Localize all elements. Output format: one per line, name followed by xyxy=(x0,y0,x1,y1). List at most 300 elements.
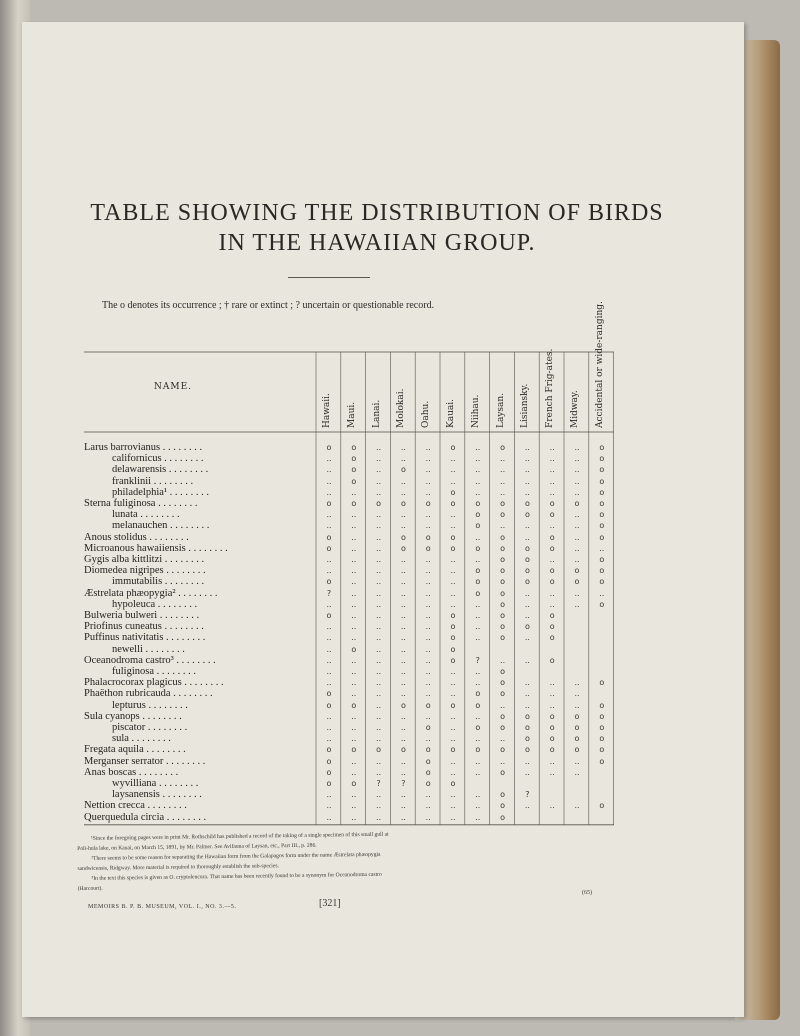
occurrence-cell: .. xyxy=(425,734,431,744)
occurrence-cell: .. xyxy=(599,588,605,598)
occurrence-cell: o xyxy=(574,499,580,508)
occurrence-cell: o xyxy=(524,566,530,576)
occurrence-cell: o xyxy=(549,711,555,721)
occurrence-cell: .. xyxy=(524,700,530,710)
occurrence-cell: o xyxy=(326,499,332,508)
occurrence-cell: o xyxy=(599,723,605,732)
occurrence-cell: .. xyxy=(450,812,456,822)
occurrence-cell: o xyxy=(351,644,357,654)
occurrence-cell: .. xyxy=(351,555,357,564)
occurrence-cell: .. xyxy=(326,633,332,643)
footnote-3b: (Harcourt). xyxy=(77,885,103,892)
occurrence-cell: .. xyxy=(400,476,406,486)
occurrence-cell: o xyxy=(549,734,555,744)
occurrence-cell: o xyxy=(475,577,481,587)
legend-text: The o denotes its occurrence ; † rare or extinct ; ? uncertain or questionable record. xyxy=(102,300,435,311)
occurrence-cell: .. xyxy=(326,801,332,811)
occurrence-cell: .. xyxy=(351,611,357,620)
species-name: philadelphia¹ . . . . . . . . xyxy=(112,486,210,498)
occurrence-cell: .. xyxy=(450,510,456,520)
occurrence-cell: .. xyxy=(351,487,357,497)
species-name: franklinii . . . . . . . . xyxy=(112,475,194,487)
occurrence-cell: .. xyxy=(376,700,382,710)
occurrence-cell: .. xyxy=(351,622,357,632)
occurrence-cell: ? xyxy=(401,779,406,788)
occurrence-cell: o xyxy=(549,622,555,632)
occurrence-cell: .. xyxy=(400,767,406,777)
occurrence-cell: o xyxy=(500,599,506,609)
book-page xyxy=(22,22,744,1017)
occurrence-cell: .. xyxy=(524,454,530,464)
occurrence-cell: .. xyxy=(326,454,332,464)
occurrence-cell: .. xyxy=(425,622,431,632)
occurrence-cell: .. xyxy=(574,700,580,710)
occurrence-cell: o xyxy=(599,510,605,520)
page-number: [321] xyxy=(319,898,341,909)
occurrence-cell: .. xyxy=(450,734,456,744)
footnote-3a: ³In the text this species is given as O. cryptoleucura. That name has been recently found to be a synonym for Oceanodroma castro xyxy=(91,871,382,882)
occurrence-cell: .. xyxy=(326,790,332,800)
occurrence-cell: o xyxy=(574,734,580,744)
occurrence-cell: .. xyxy=(400,577,406,587)
occurrence-cell: .. xyxy=(400,723,406,732)
occurrence-cell: .. xyxy=(450,577,456,587)
occurrence-cell: .. xyxy=(351,510,357,520)
occurrence-cell: o xyxy=(450,745,456,755)
occurrence-cell: .. xyxy=(351,723,357,732)
species-name: hypoleuca . . . . . . . . xyxy=(112,598,198,610)
occurrence-cell: .. xyxy=(376,577,382,587)
occurrence-cell: .. xyxy=(425,454,431,464)
occurrence-cell: .. xyxy=(574,465,580,475)
occurrence-cell: o xyxy=(425,543,431,553)
occurrence-cell: .. xyxy=(376,767,382,777)
occurrence-cell: .. xyxy=(376,555,382,564)
occurrence-cell: .. xyxy=(376,611,382,620)
occurrence-cell: .. xyxy=(524,678,530,688)
occurrence-cell: .. xyxy=(574,678,580,688)
occurrence-cell: o xyxy=(326,689,332,699)
occurrence-cell: o xyxy=(475,521,481,531)
occurrence-cell: .. xyxy=(475,622,481,632)
occurrence-cell: o xyxy=(524,711,530,721)
occurrence-cell: o xyxy=(599,476,605,486)
species-name: sula . . . . . . . . xyxy=(112,733,171,745)
occurrence-cell: o xyxy=(524,734,530,744)
occurrence-cell: .. xyxy=(524,521,530,531)
occurrence-cell: o xyxy=(475,689,481,699)
occurrence-cell: .. xyxy=(376,790,382,800)
occurrence-cell: .. xyxy=(351,711,357,721)
occurrence-cell: .. xyxy=(400,812,406,822)
occurrence-cell: .. xyxy=(599,543,605,553)
occurrence-cell: .. xyxy=(351,767,357,777)
occurrence-cell: o xyxy=(425,723,431,732)
occurrence-cell: o xyxy=(450,779,456,788)
occurrence-cell: o xyxy=(450,532,456,542)
occurrence-cell: .. xyxy=(376,487,382,497)
species-name: Nettion crecca . . . . . . . . xyxy=(84,800,187,812)
occurrence-cell: o xyxy=(549,723,555,732)
occurrence-cell: o xyxy=(500,745,506,755)
column-header: French Frig-ates. xyxy=(545,348,556,428)
occurrence-cell: .. xyxy=(450,465,456,475)
occurrence-cell: .. xyxy=(450,454,456,464)
occurrence-cell: o xyxy=(524,723,530,732)
title-line-1: TABLE SHOWING THE DISTRIBUTION OF BIRDS xyxy=(90,200,664,226)
occurrence-cell: .. xyxy=(351,678,357,688)
occurrence-cell: o xyxy=(500,622,506,632)
occurrence-cell: o xyxy=(524,555,530,564)
species-name: piscator . . . . . . . . xyxy=(112,722,188,733)
occurrence-cell: o xyxy=(475,745,481,755)
occurrence-cell: o xyxy=(500,555,506,564)
occurrence-cell: .. xyxy=(326,555,332,564)
occurrence-cell: o xyxy=(599,566,605,576)
occurrence-cell: o xyxy=(400,745,406,755)
occurrence-cell: .. xyxy=(351,756,357,766)
occurrence-cell: .. xyxy=(549,454,555,464)
occurrence-cell: .. xyxy=(400,644,406,654)
occurrence-cell: o xyxy=(549,745,555,755)
column-header: Midway. xyxy=(570,390,580,428)
occurrence-cell: .. xyxy=(400,454,406,464)
occurrence-cell: .. xyxy=(475,476,481,486)
occurrence-cell: .. xyxy=(475,711,481,721)
occurrence-cell: .. xyxy=(376,454,382,464)
occurrence-cell: o xyxy=(475,700,481,710)
occurrence-cell: o xyxy=(351,443,357,452)
occurrence-cell: o xyxy=(524,745,530,755)
occurrence-cell: .. xyxy=(326,521,332,531)
occurrence-cell: o xyxy=(425,779,431,788)
occurrence-cell: o xyxy=(326,611,332,620)
species-name: Merganser serrator . . . . . . . . xyxy=(84,755,206,767)
column-header: Kauai. xyxy=(446,399,456,428)
occurrence-cell: o xyxy=(450,644,456,654)
occurrence-cell: o xyxy=(599,555,605,564)
occurrence-cell: .. xyxy=(574,454,580,464)
occurrence-cell: .. xyxy=(500,700,506,710)
occurrence-cell: o xyxy=(351,454,357,464)
occurrence-cell: o xyxy=(450,499,456,508)
occurrence-cell: o xyxy=(351,700,357,710)
occurrence-cell: .. xyxy=(574,532,580,542)
occurrence-cell: .. xyxy=(450,723,456,732)
species-name: Bulweria bulweri . . . . . . . . xyxy=(84,610,200,621)
occurrence-cell: .. xyxy=(400,655,406,665)
occurrence-cell: .. xyxy=(475,678,481,688)
occurrence-cell: o xyxy=(599,532,605,542)
species-name: immutabilis . . . . . . . . xyxy=(112,576,205,588)
occurrence-cell: o xyxy=(400,532,406,542)
occurrence-cell: .. xyxy=(425,487,431,497)
occurrence-cell: .. xyxy=(400,756,406,766)
occurrence-cell: .. xyxy=(450,756,456,766)
occurrence-cell: .. xyxy=(400,711,406,721)
occurrence-cell: o xyxy=(500,790,506,800)
occurrence-cell: o xyxy=(326,543,332,553)
occurrence-cell: .. xyxy=(376,723,382,732)
occurrence-cell: .. xyxy=(376,655,382,665)
occurrence-cell: .. xyxy=(376,734,382,744)
occurrence-cell: .. xyxy=(549,521,555,531)
occurrence-cell: o xyxy=(500,689,506,699)
species-name: californicus . . . . . . . . xyxy=(112,453,204,465)
occurrence-cell: .. xyxy=(425,555,431,564)
occurrence-cell: .. xyxy=(450,476,456,486)
occurrence-cell: .. xyxy=(376,588,382,598)
species-name: Sterna fuliginosa . . . . . . . . xyxy=(84,498,198,509)
occurrence-cell: o xyxy=(475,543,481,553)
occurrence-cell: .. xyxy=(524,476,530,486)
occurrence-cell: o xyxy=(425,745,431,755)
occurrence-cell: .. xyxy=(574,756,580,766)
occurrence-cell: .. xyxy=(524,465,530,475)
occurrence-cell: .. xyxy=(574,487,580,497)
occurrence-cell: o xyxy=(326,745,332,755)
occurrence-cell: .. xyxy=(500,521,506,531)
occurrence-cell: .. xyxy=(549,801,555,811)
occurrence-cell: .. xyxy=(351,801,357,811)
occurrence-cell: .. xyxy=(425,790,431,800)
species-name: laysanensis . . . . . . . . xyxy=(112,789,202,801)
occurrence-cell: .. xyxy=(500,476,506,486)
occurrence-cell: o xyxy=(549,633,555,643)
occurrence-cell: .. xyxy=(475,767,481,777)
occurrence-cell: .. xyxy=(549,487,555,497)
occurrence-cell: .. xyxy=(400,599,406,609)
occurrence-cell: o xyxy=(524,499,530,508)
occurrence-cell: o xyxy=(549,577,555,587)
occurrence-cell: .. xyxy=(549,465,555,475)
species-name: Fregata aquila . . . . . . . . xyxy=(84,744,186,756)
column-header: Accidental or wide-ranging. xyxy=(594,301,605,428)
occurrence-cell: .. xyxy=(475,599,481,609)
occurrence-cell: o xyxy=(500,443,506,452)
occurrence-cell: .. xyxy=(376,644,382,654)
occurrence-cell: .. xyxy=(425,689,431,699)
occurrence-cell: .. xyxy=(351,734,357,744)
occurrence-cell: .. xyxy=(376,521,382,531)
species-name: Phaëthon rubricauda . . . . . . . . xyxy=(84,688,213,700)
occurrence-cell: o xyxy=(574,566,580,576)
occurrence-cell: .. xyxy=(425,667,431,676)
species-name: melanauchen . . . . . . . . xyxy=(112,520,210,532)
occurrence-cell: o xyxy=(524,622,530,632)
species-name: Oceanodroma castro³ . . . . . . . . xyxy=(84,654,216,666)
occurrence-cell: o xyxy=(524,543,530,553)
footnotes xyxy=(77,827,613,894)
occurrence-cell: o xyxy=(500,801,506,811)
occurrence-cell: o xyxy=(326,756,332,766)
occurrence-cell: o xyxy=(599,678,605,688)
occurrence-cell: o xyxy=(500,812,506,822)
species-name: newelli . . . . . . . . xyxy=(112,643,185,655)
occurrence-cell: .. xyxy=(400,801,406,811)
occurrence-cell: .. xyxy=(450,711,456,721)
occurrence-cell: .. xyxy=(425,611,431,620)
occurrence-cell: .. xyxy=(326,678,332,688)
occurrence-cell: o xyxy=(500,667,506,676)
occurrence-cell: .. xyxy=(574,510,580,520)
occurrence-cell: .. xyxy=(549,599,555,609)
occurrence-cell: o xyxy=(599,521,605,531)
occurrence-cell: o xyxy=(524,510,530,520)
column-header: Lisiansky. xyxy=(520,383,531,428)
species-name: Querquedula circia . . . . . . . . xyxy=(84,811,207,823)
occurrence-cell: o xyxy=(500,566,506,576)
occurrence-cell: .. xyxy=(400,633,406,643)
occurrence-cell: .. xyxy=(425,476,431,486)
occurrence-cell: .. xyxy=(450,667,456,676)
occurrence-cell: .. xyxy=(425,588,431,598)
occurrence-cell: .. xyxy=(326,655,332,665)
occurrence-cell: .. xyxy=(400,611,406,620)
occurrence-cell: .. xyxy=(549,443,555,452)
occurrence-cell: .. xyxy=(450,566,456,576)
occurrence-cell: .. xyxy=(450,790,456,800)
occurrence-cell: .. xyxy=(351,790,357,800)
occurrence-cell: .. xyxy=(425,801,431,811)
occurrence-cell: .. xyxy=(326,465,332,475)
species-name: Anas boscas . . . . . . . . xyxy=(84,766,179,778)
occurrence-cell: .. xyxy=(500,487,506,497)
occurrence-cell: o xyxy=(450,443,456,452)
occurrence-cell: .. xyxy=(376,812,382,822)
occurrence-cell: .. xyxy=(326,711,332,721)
occurrence-cell: o xyxy=(599,700,605,710)
occurrence-cell: .. xyxy=(574,521,580,531)
occurrence-cell: o xyxy=(500,499,506,508)
occurrence-cell: .. xyxy=(376,633,382,643)
occurrence-cell: .. xyxy=(351,543,357,553)
occurrence-cell: .. xyxy=(475,801,481,811)
occurrence-cell: o xyxy=(425,767,431,777)
occurrence-cell: o xyxy=(549,566,555,576)
occurrence-cell: .. xyxy=(475,443,481,452)
species-name: wyvilliana . . . . . . . . xyxy=(112,778,199,789)
name-column-header: NAME. xyxy=(154,382,193,392)
species-name: Gygis alba kittlitzi . . . . . . . . xyxy=(84,554,205,565)
occurrence-cell: o xyxy=(450,700,456,710)
occurrence-cell: o xyxy=(326,767,332,777)
occurrence-cell: .. xyxy=(475,487,481,497)
occurrence-cell: .. xyxy=(549,678,555,688)
occurrence-cell: .. xyxy=(549,689,555,699)
occurrence-cell: o xyxy=(351,779,357,788)
occurrence-cell: o xyxy=(351,745,357,755)
occurrence-cell: .. xyxy=(425,465,431,475)
occurrence-cell: .. xyxy=(475,756,481,766)
occurrence-cell: .. xyxy=(351,521,357,531)
occurrence-cell: .. xyxy=(450,801,456,811)
memoir-citation: MEMOIRS B. P. B. MUSEUM, VOL. I., NO. 3.—5. xyxy=(88,904,237,910)
occurrence-cell: .. xyxy=(574,801,580,811)
occurrence-cell: .. xyxy=(425,633,431,643)
occurrence-cell: .. xyxy=(475,611,481,620)
occurrence-cell: o xyxy=(599,756,605,766)
occurrence-cell: .. xyxy=(351,577,357,587)
occurrence-cell: o xyxy=(500,510,506,520)
species-name: Microanous hawaiiensis . . . . . . . . xyxy=(84,542,228,554)
occurrence-cell: .. xyxy=(549,588,555,598)
column-header: Niihau. xyxy=(470,394,481,428)
occurrence-cell: o xyxy=(450,633,456,643)
occurrence-cell: o xyxy=(500,633,506,643)
occurrence-cell: .. xyxy=(524,633,530,643)
occurrence-cell: .. xyxy=(475,812,481,822)
occurrence-cell: o xyxy=(549,510,555,520)
occurrence-cell: o xyxy=(599,487,605,497)
occurrence-cell: o xyxy=(326,700,332,710)
occurrence-cell: o xyxy=(500,543,506,553)
occurrence-cell: .. xyxy=(376,532,382,542)
occurrence-cell: .. xyxy=(450,678,456,688)
occurrence-cell: ? xyxy=(376,779,381,788)
occurrence-cell: .. xyxy=(500,465,506,475)
occurrence-cell: .. xyxy=(450,767,456,777)
occurrence-cell: o xyxy=(574,711,580,721)
occurrence-cell: .. xyxy=(400,521,406,531)
occurrence-cell: .. xyxy=(475,454,481,464)
occurrence-cell: o xyxy=(549,611,555,620)
occurrence-cell: o xyxy=(500,532,506,542)
occurrence-cell: .. xyxy=(400,443,406,452)
occurrence-cell: o xyxy=(599,801,605,811)
occurrence-cell: o xyxy=(500,611,506,620)
occurrence-cell: ? xyxy=(326,588,332,598)
occurrence-cell: .. xyxy=(400,790,406,800)
occurrence-cell: .. xyxy=(425,577,431,587)
occurrence-cell: .. xyxy=(326,644,332,654)
occurrence-cell: .. xyxy=(376,543,382,553)
species-name: lunata . . . . . . . . xyxy=(112,509,180,521)
occurrence-cell: .. xyxy=(326,566,332,576)
occurrence-cell: .. xyxy=(326,812,332,822)
occurrence-cell: .. xyxy=(351,532,357,542)
occurrence-cell: o xyxy=(450,487,456,497)
occurrence-cell: o xyxy=(450,611,456,620)
column-header: Laysan. xyxy=(495,392,506,428)
species-name: Anous stolidus . . . . . . . . xyxy=(84,531,189,543)
occurrence-cell: .. xyxy=(450,689,456,699)
species-name: Larus barrovianus . . . . . . . . xyxy=(84,442,203,453)
occurrence-cell: o xyxy=(599,599,605,609)
occurrence-cell: .. xyxy=(549,756,555,766)
occurrence-cell: .. xyxy=(475,667,481,676)
occurrence-cell: .. xyxy=(524,599,530,609)
occurrence-cell: .. xyxy=(574,555,580,564)
occurrence-cell: .. xyxy=(351,667,357,676)
occurrence-cell: .. xyxy=(475,532,481,542)
occurrence-cell: .. xyxy=(400,510,406,520)
occurrence-cell: o xyxy=(450,543,456,553)
footnote-1a: ¹Since the foregoing pages were in print Mr. Rothschild has published a record of the taking of a single specimen of this small gull at xyxy=(91,831,389,842)
occurrence-cell: .. xyxy=(376,622,382,632)
occurrence-cell: ? xyxy=(475,655,480,665)
species-name: Diomedea nigripes . . . . . . . . xyxy=(84,565,206,577)
occurrence-cell: .. xyxy=(425,510,431,520)
occurrence-cell: o xyxy=(425,700,431,710)
occurrence-cell: o xyxy=(549,543,555,553)
occurrence-cell: .. xyxy=(351,599,357,609)
occurrence-cell: o xyxy=(425,532,431,542)
occurrence-cell: .. xyxy=(376,510,382,520)
occurrence-cell: .. xyxy=(376,465,382,475)
species-name: Phalacrocorax plagicus . . . . . . . . xyxy=(84,677,224,689)
occurrence-cell: .. xyxy=(400,622,406,632)
